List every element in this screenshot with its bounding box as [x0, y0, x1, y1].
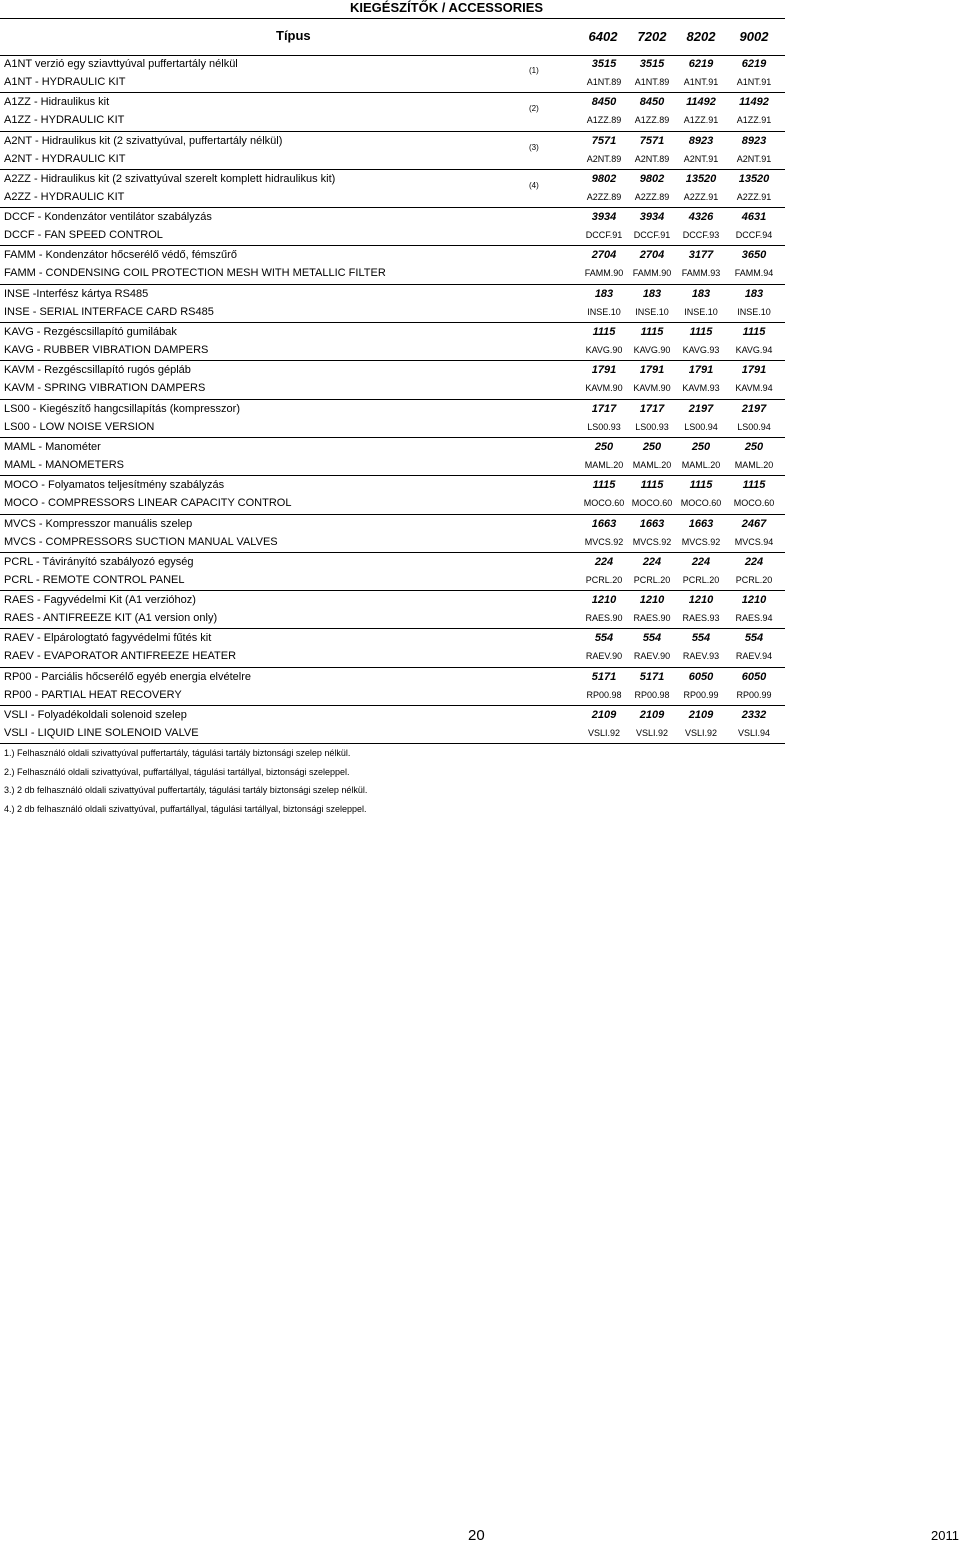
price-cell: 2467	[741, 517, 767, 530]
code-cell: RAEV.94	[735, 651, 773, 662]
accessory-name-hu: A1NT verzió egy sziavttyúval puffertartály nélkül	[4, 58, 238, 70]
price-cell: 1115	[592, 326, 616, 339]
price-cell: 250	[594, 440, 614, 453]
price-cell: 1791	[688, 364, 714, 377]
price-cell: 1115	[640, 479, 664, 492]
code-cell: RAES.93	[682, 613, 720, 624]
footnote-ref: (1)	[529, 66, 539, 75]
price-cell: 250	[691, 440, 711, 453]
footnote: 2.) Felhasználó oldali szivattyúval, puffartállyal, tágulási tartállyal, biztonsági szeleppel.	[4, 766, 350, 777]
code-cell: VSLI.92	[635, 728, 669, 739]
code-cell: RP00.98	[586, 689, 622, 700]
accessory-name-hu: RP00 - Parciális hőcserélő egyéb energia elvételre	[4, 670, 252, 683]
code-cell: MAML.20	[681, 459, 721, 470]
price-cell: 1663	[688, 517, 714, 530]
model-header-6402: 6402	[588, 29, 618, 44]
code-cell: INSE.10	[684, 306, 718, 317]
code-cell: INSE.10	[635, 306, 669, 317]
accessory-name-en: A2ZZ - HYDRAULIC KIT	[4, 190, 125, 203]
accessory-name-en: A1NT - HYDRAULIC KIT	[4, 76, 126, 88]
accessory-name-en: RP00 - PARTIAL HEAT RECOVERY	[4, 688, 182, 701]
accessories-table	[0, 55, 785, 744]
code-cell: MVCS.92	[632, 536, 672, 547]
price-cell: 2109	[639, 709, 665, 722]
table-row	[0, 706, 785, 744]
price-cell: 3934	[639, 211, 665, 224]
accessory-name-hu: LS00 - Kiegészítő hangcsillapítás (kompresszor)	[4, 402, 240, 415]
price-cell: 2109	[591, 709, 617, 722]
price-cell: 1717	[639, 402, 665, 415]
price-cell: 8450	[591, 96, 617, 109]
model-header-9002: 9002	[739, 29, 769, 44]
table-row	[0, 400, 785, 438]
code-cell: MOCO.60	[631, 498, 673, 509]
footnotes	[4, 748, 367, 822]
code-cell: A2NT.91	[736, 153, 772, 164]
price-cell: 7571	[591, 134, 617, 147]
price-cell: 224	[744, 555, 764, 568]
code-cell: FAMM.94	[734, 268, 774, 279]
price-cell: 2109	[688, 709, 714, 722]
code-cell: KAVM.90	[633, 383, 671, 394]
price-cell: 6219	[688, 58, 714, 70]
price-cell: 183	[594, 287, 614, 300]
price-cell: 1115	[742, 479, 766, 492]
price-cell: 1115	[742, 326, 766, 339]
price-cell: 183	[744, 287, 764, 300]
code-cell: MVCS.94	[734, 536, 774, 547]
price-cell: 224	[594, 555, 614, 568]
code-cell: RAEV.90	[633, 651, 671, 662]
code-cell: KAVG.90	[633, 345, 671, 356]
accessory-name-hu: MAML - Manométer	[4, 440, 101, 453]
price-cell: 1115	[592, 479, 616, 492]
code-cell: RAES.90	[585, 613, 623, 624]
price-cell: 6050	[741, 670, 767, 683]
code-cell: MVCS.92	[681, 536, 721, 547]
code-cell: MVCS.92	[584, 536, 624, 547]
code-cell: DCCF.91	[585, 230, 623, 241]
price-cell: 1791	[639, 364, 665, 377]
code-cell: FAMM.93	[681, 268, 721, 279]
price-cell: 1717	[591, 402, 617, 415]
code-cell: A1ZZ.89	[634, 115, 670, 126]
accessory-name-hu: MOCO - Folyamatos teljesítmény szabályzás	[4, 479, 225, 492]
price-cell: 1210	[741, 594, 767, 607]
price-cell: 1115	[689, 326, 713, 339]
price-cell: 250	[642, 440, 662, 453]
price-cell: 6219	[741, 58, 767, 70]
accessory-name-en: RAEV - EVAPORATOR ANTIFREEZE HEATER	[4, 650, 237, 663]
price-cell: 8450	[639, 96, 665, 109]
price-cell: 1115	[689, 479, 713, 492]
price-cell: 2197	[741, 402, 767, 415]
code-cell: DCCF.91	[633, 230, 671, 241]
accessory-name-hu: RAES - Fagyvédelmi Kit (A1 verzióhoz)	[4, 594, 196, 607]
accessory-name-en: A2NT - HYDRAULIC KIT	[4, 152, 126, 165]
price-cell: 1210	[639, 594, 665, 607]
code-cell: LS00.94	[737, 421, 771, 432]
accessory-name-hu: DCCF - Kondenzátor ventilátor szabályzás	[4, 211, 212, 224]
accessory-name-hu: PCRL - Távirányító szabályozó egység	[4, 555, 194, 568]
price-cell: 183	[642, 287, 662, 300]
code-cell: RAES.90	[633, 613, 671, 624]
code-cell: KAVM.90	[585, 383, 623, 394]
table-row	[0, 93, 785, 131]
price-cell: 3177	[688, 249, 714, 262]
code-cell: MOCO.60	[733, 498, 775, 509]
price-cell: 554	[744, 632, 764, 645]
accessory-name-hu: A2ZZ - Hidraulikus kit (2 szivattyúval szerelt komplett hidraulikus kit)	[4, 172, 336, 185]
code-cell: PCRL.20	[633, 574, 671, 585]
price-cell: 2197	[688, 402, 714, 415]
table-row	[0, 246, 785, 284]
accessory-name-en: MOCO - COMPRESSORS LINEAR CAPACITY CONTROL	[4, 497, 292, 510]
code-cell: PCRL.20	[585, 574, 623, 585]
price-cell: 2704	[591, 249, 617, 262]
price-cell: 7571	[639, 134, 665, 147]
accessory-name-en: FAMM - CONDENSING COIL PROTECTION MESH WITH METALLIC FILTER	[4, 267, 386, 280]
code-cell: INSE.10	[587, 306, 621, 317]
accessory-name-en: MVCS - COMPRESSORS SUCTION MANUAL VALVES	[4, 535, 278, 548]
footnote-ref: (4)	[529, 180, 539, 190]
code-cell: RP00.99	[683, 689, 719, 700]
accessory-name-en: VSLI - LIQUID LINE SOLENOID VALVE	[4, 727, 199, 740]
code-cell: A1ZZ.89	[586, 115, 622, 126]
code-cell: DCCF.94	[735, 230, 773, 241]
price-cell: 1115	[640, 326, 664, 339]
code-cell: A2NT.89	[634, 153, 670, 164]
price-cell: 4326	[688, 211, 714, 224]
price-cell: 11492	[686, 96, 716, 109]
model-header-7202: 7202	[637, 29, 667, 44]
price-cell: 1791	[741, 364, 767, 377]
accessory-name-en: LS00 - LOW NOISE VERSION	[4, 420, 155, 433]
price-cell: 13520	[738, 172, 770, 185]
footnote-ref: (3)	[529, 142, 539, 152]
price-cell: 5171	[639, 670, 665, 683]
code-cell: A1NT.91	[736, 77, 772, 87]
code-cell: MAML.20	[734, 459, 774, 470]
code-cell: KAVG.93	[682, 345, 720, 356]
code-cell: MOCO.60	[583, 498, 625, 509]
code-cell: LS00.93	[587, 421, 621, 432]
code-cell: A1NT.89	[586, 77, 622, 87]
code-cell: FAMM.90	[584, 268, 624, 279]
code-cell: KAVM.93	[682, 383, 720, 394]
code-cell: VSLI.94	[737, 728, 771, 739]
code-cell: A2ZZ.91	[736, 191, 772, 202]
table-row	[0, 170, 785, 208]
code-cell: INSE.10	[737, 306, 771, 317]
code-cell: A1ZZ.91	[683, 115, 719, 126]
page-number: 20	[468, 1527, 485, 1544]
code-cell: DCCF.93	[682, 230, 720, 241]
price-cell: 554	[691, 632, 711, 645]
accessory-name-en: KAVM - SPRING VIBRATION DAMPERS	[4, 382, 206, 395]
code-cell: PCRL.20	[682, 574, 720, 585]
code-cell: RP00.99	[736, 689, 772, 700]
code-cell: RAEV.90	[585, 651, 623, 662]
accessory-name-hu: KAVM - Rezgéscsillapító rugós gépláb	[4, 364, 191, 377]
model-header-8202: 8202	[686, 29, 716, 44]
price-cell: 8923	[741, 134, 767, 147]
footnote-ref: (2)	[529, 104, 539, 114]
table-row	[0, 55, 785, 93]
table-row	[0, 208, 785, 246]
accessory-name-hu: MVCS - Kompresszor manuális szelep	[4, 517, 193, 530]
price-cell: 6050	[688, 670, 714, 683]
code-cell: RAEV.93	[682, 651, 720, 662]
accessory-name-hu: A2NT - Hidraulikus kit (2 szivattyúval, puffertartály nélkül)	[4, 134, 283, 147]
accessory-name-en: A1ZZ - HYDRAULIC KIT	[4, 114, 125, 127]
price-cell: 4631	[741, 211, 767, 224]
page-title: KIEGÉSZÍTŐK / ACCESSORIES	[350, 0, 544, 15]
table-row	[0, 591, 785, 629]
code-cell: KAVG.90	[585, 345, 623, 356]
table-header	[0, 18, 785, 56]
price-cell: 1663	[639, 517, 665, 530]
table-row	[0, 668, 785, 706]
accessory-name-en: MAML - MANOMETERS	[4, 458, 124, 471]
accessory-name-hu: FAMM - Kondenzátor hőcserélő védő, fémszűrő	[4, 249, 237, 262]
footnote: 1.) Felhasználó oldali szivattyúval puffertartály, tágulási tartály biztonsági szelep nélkül.	[4, 748, 351, 758]
code-cell: A2NT.91	[683, 153, 719, 164]
price-cell: 1210	[591, 594, 617, 607]
table-row	[0, 515, 785, 553]
price-cell: 13520	[685, 172, 717, 185]
accessory-name-hu: INSE -Interfész kártya RS485	[4, 287, 149, 300]
price-cell: 1663	[591, 517, 617, 530]
code-cell: A1ZZ.91	[736, 115, 772, 126]
price-cell: 554	[594, 632, 614, 645]
price-cell: 554	[642, 632, 662, 645]
table-row	[0, 476, 785, 514]
code-cell: A2ZZ.91	[683, 191, 719, 202]
price-cell: 5171	[591, 670, 617, 683]
accessory-name-hu: VSLI - Folyadékoldali solenoid szelep	[4, 709, 187, 722]
price-cell: 8923	[688, 134, 714, 147]
code-cell: A2ZZ.89	[586, 191, 622, 202]
price-cell: 1210	[688, 594, 714, 607]
price-cell: 3650	[741, 249, 767, 262]
accessory-name-en: RAES - ANTIFREEZE KIT (A1 version only)	[4, 612, 218, 625]
price-cell: 183	[691, 287, 711, 300]
tipus-label: Típus	[276, 28, 311, 43]
accessory-name-en: PCRL - REMOTE CONTROL PANEL	[4, 573, 185, 586]
table-row	[0, 132, 785, 170]
code-cell: MOCO.60	[680, 498, 722, 509]
price-cell: 2704	[639, 249, 665, 262]
table-row	[0, 323, 785, 361]
footnote: 3.) 2 db felhasználó oldali szivattyúval puffertartály, tágulási tartály biztonsági szelep nélkül.	[4, 785, 368, 795]
code-cell: LS00.94	[684, 421, 718, 432]
accessory-name-en: INSE - SERIAL INTERFACE CARD RS485	[4, 305, 214, 318]
price-cell: 1791	[591, 364, 617, 377]
code-cell: VSLI.92	[684, 728, 718, 739]
table-row	[0, 285, 785, 323]
accessory-name-en: KAVG - RUBBER VIBRATION DAMPERS	[4, 344, 209, 357]
table-row	[0, 438, 785, 476]
price-cell: 9802	[591, 172, 617, 185]
footer-year: 2011	[931, 1528, 959, 1543]
accessory-name-hu: A1ZZ - Hidraulikus kit	[4, 96, 110, 109]
accessory-name-hu: RAEV - Elpárologtató fagyvédelmi fűtés kit	[4, 632, 212, 645]
code-cell: MAML.20	[632, 459, 672, 470]
code-cell: FAMM.90	[632, 268, 672, 279]
table-row	[0, 361, 785, 399]
table-row	[0, 553, 785, 591]
code-cell: KAVG.94	[735, 345, 773, 356]
code-cell: RAES.94	[735, 613, 773, 624]
accessory-name-en: DCCF - FAN SPEED CONTROL	[4, 229, 163, 242]
price-cell: 250	[744, 440, 764, 453]
code-cell: A1NT.89	[634, 77, 670, 87]
code-cell: RP00.98	[634, 689, 670, 700]
code-cell: A2NT.89	[586, 153, 622, 164]
price-cell: 3515	[639, 58, 665, 70]
code-cell: VSLI.92	[587, 728, 621, 739]
code-cell: A2ZZ.89	[634, 191, 670, 202]
code-cell: LS00.93	[635, 421, 669, 432]
footnote: 4.) 2 db felhasználó oldali szivattyúval, puffartállyal, tágulási tartállyal, biztonsági szeleppel.	[4, 803, 367, 814]
price-cell: 9802	[639, 172, 665, 185]
price-cell: 3934	[591, 211, 617, 224]
code-cell: PCRL.20	[735, 574, 773, 585]
accessory-name-hu: KAVG - Rezgéscsillapító gumilábak	[4, 326, 177, 339]
price-cell: 224	[642, 555, 662, 568]
price-cell: 11492	[739, 96, 769, 109]
price-cell: 2332	[741, 709, 767, 722]
price-cell: 3515	[591, 58, 617, 70]
price-cell: 224	[691, 555, 711, 568]
code-cell: A1NT.91	[683, 77, 719, 87]
table-row	[0, 629, 785, 667]
code-cell: MAML.20	[584, 459, 624, 470]
code-cell: KAVM.94	[735, 383, 773, 394]
